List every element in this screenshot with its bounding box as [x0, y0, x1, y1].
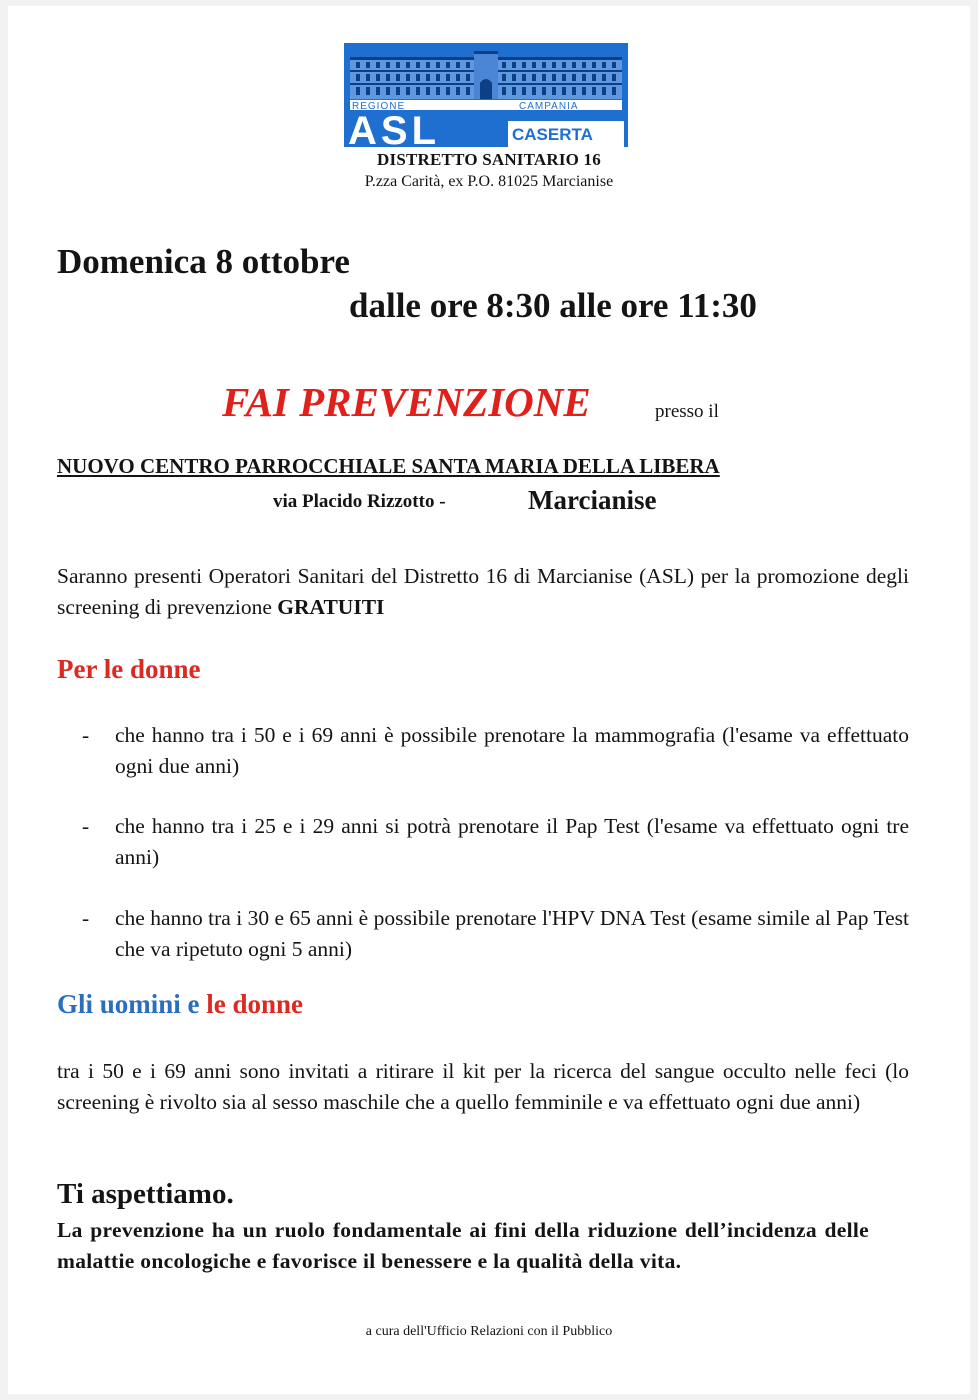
- venue-street: via Placido Rizzotto -: [273, 491, 446, 512]
- venue-name: NUOVO CENTRO PARROCCHIALE SANTA MARIA DELLA LIBERA: [57, 454, 720, 478]
- event-time: dalle ore 8:30 alle ore 11:30: [349, 286, 757, 325]
- presso-label: presso il: [655, 401, 719, 422]
- list-item: [82, 720, 909, 782]
- list-item-text: che hanno tra i 50 e i 69 anni è possibile prenotare la mammografia (l'esame va effettuato ogni due anni): [115, 723, 909, 778]
- intro-bold: GRATUITI: [277, 595, 385, 619]
- headline: FAI PREVENZIONE: [222, 379, 591, 425]
- heading-and: e: [180, 989, 207, 1019]
- event-date: Domenica 8 ottobre: [57, 242, 350, 281]
- kit-paragraph: tra i 50 e i 69 anni sono invitati a ritirare il kit per la ricerca del sangue occulto nelle feci (lo screening è rivolto sia al sesso maschile che a quello femminile e va effettuato ogni due anni): [57, 1059, 909, 1114]
- list-dash: -: [82, 723, 90, 747]
- logo-caserta-text: CASERTA: [512, 125, 593, 144]
- heading-women: le donne: [206, 989, 304, 1019]
- closing-heading: Ti aspettiamo.: [57, 1178, 234, 1210]
- men-women-heading: [57, 989, 303, 1020]
- district-address: P.zza Carità, ex P.O. 81025 Marcianise: [364, 173, 614, 190]
- list-dash: -: [82, 814, 90, 838]
- list-item-text: che hanno tra i 25 e i 29 anni si potrà prenotare il Pap Test (l'esame va effettuato ogni tre anni): [115, 814, 909, 869]
- district-title: DISTRETTO SANITARIO 16: [377, 150, 601, 169]
- logo-asl-text: ASL: [348, 109, 440, 147]
- logo-regione-text: REGIONE: [352, 101, 406, 112]
- list-item: [82, 811, 909, 873]
- list-item-text: che hanno tra i 30 e 65 anni è possibile prenotare l'HPV DNA Test (esame simile al Pap Test che va ripetuto ogni 5 anni): [115, 906, 909, 961]
- intro-paragraph: [57, 561, 909, 623]
- closing-text: La prevenzione ha un ruolo fondamentale ai fini della riduzione dell’incidenza delle malattie oncologiche e favorisce il benessere e la qualità della vita.: [57, 1218, 869, 1273]
- flyer-page: [8, 6, 970, 1394]
- logo-campania-text: CAMPANIA: [519, 101, 579, 112]
- list-dash: -: [82, 906, 90, 930]
- asl-caserta-logo: [344, 43, 628, 147]
- venue-city: Marcianise: [528, 485, 657, 515]
- footer-credit: a cura dell'Ufficio Relazioni con il Pubblico: [365, 1324, 613, 1339]
- women-heading: Per le donne: [57, 654, 201, 684]
- royal-palace-icon: [344, 43, 628, 147]
- list-item: [82, 903, 909, 965]
- heading-men: Gli uomini: [57, 989, 181, 1019]
- intro-text: Saranno presenti Operatori Sanitari del Distretto 16 di Marcianise (ASL) per la promozione degli screening di prevenzione: [57, 564, 909, 619]
